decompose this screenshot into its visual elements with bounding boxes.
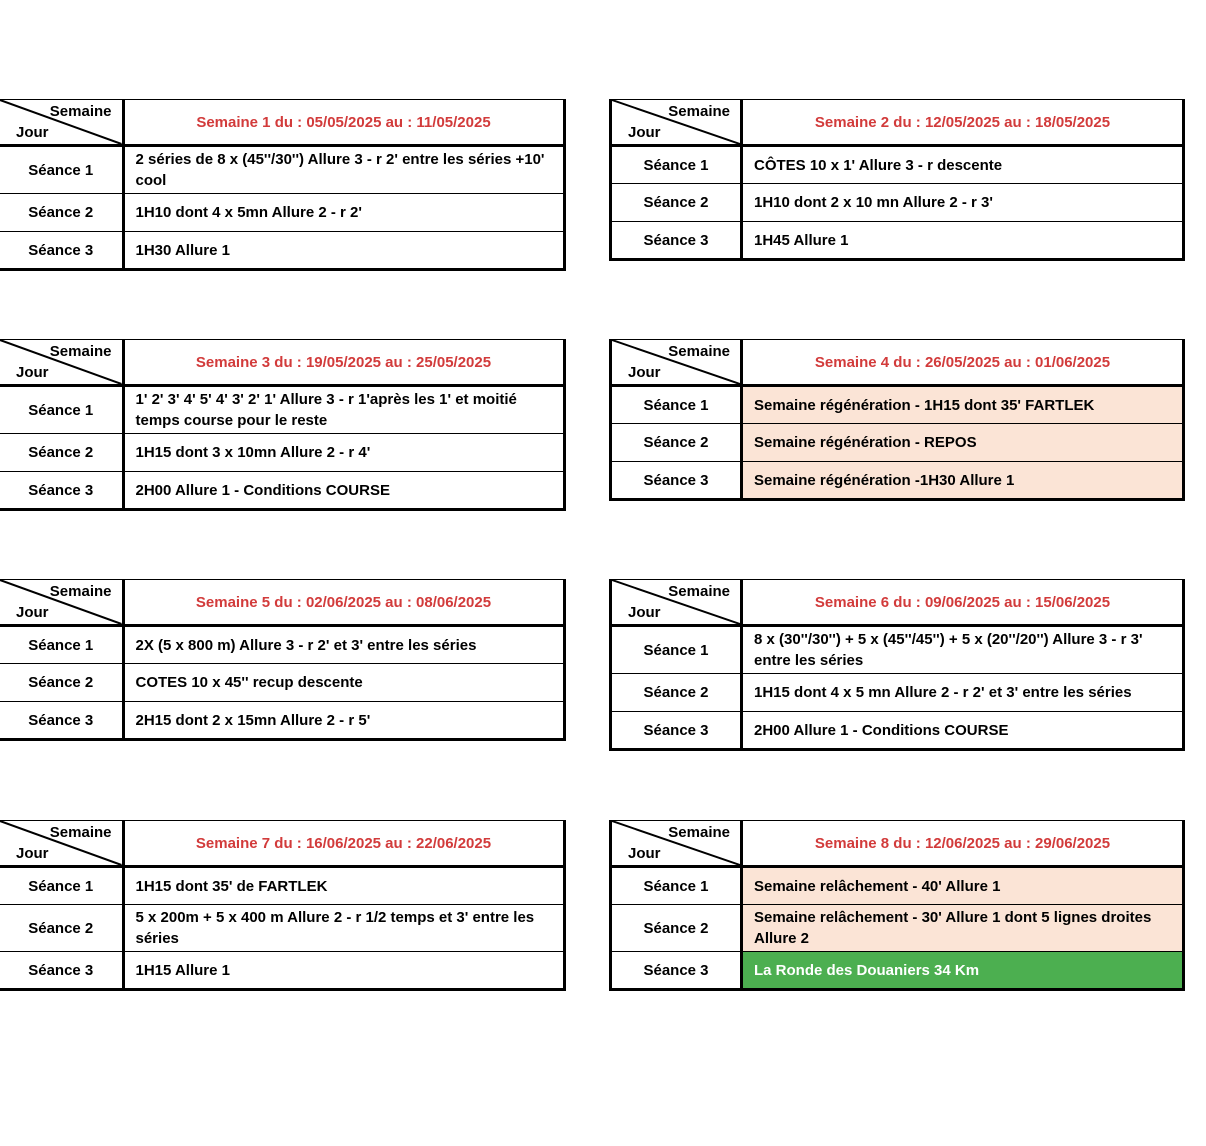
session-label: Séance 2	[611, 184, 742, 222]
session-label: Séance 1	[611, 146, 742, 184]
day-header-label: Jour	[16, 604, 49, 621]
session-label: Séance 3	[0, 472, 123, 510]
session-label: Séance 2	[0, 194, 123, 232]
session-row	[611, 424, 1184, 462]
week-table-5	[0, 579, 566, 741]
session-label: Séance 2	[611, 424, 742, 462]
session-label: Séance 2	[0, 664, 123, 702]
session-description: 2 séries de 8 x (45''/30'') Allure 3 - r 2' entre les séries +10' cool	[123, 146, 564, 194]
session-row	[611, 146, 1184, 184]
session-label: Séance 1	[0, 386, 123, 434]
week-title: Semaine 3 du : 19/05/2025 au : 25/05/2025	[123, 340, 564, 386]
week-table-2	[609, 99, 1185, 261]
session-row	[611, 462, 1184, 500]
day-header-label: Jour	[628, 604, 661, 621]
session-description: 1H15 dont 3 x 10mn Allure 2 - r 4'	[123, 434, 564, 472]
week-table-6	[609, 579, 1185, 751]
session-description: La Ronde des Douaniers 34 Km	[742, 952, 1184, 990]
corner-header-cell	[611, 821, 742, 867]
session-label: Séance 1	[0, 146, 123, 194]
session-description: Semaine relâchement - 40' Allure 1	[742, 867, 1184, 905]
session-label: Séance 3	[0, 232, 123, 270]
week-header-label: Semaine	[668, 103, 730, 120]
week-header-label: Semaine	[49, 343, 112, 360]
session-row	[611, 626, 1184, 674]
session-label: Séance 2	[0, 905, 123, 952]
session-description: 1H30 Allure 1	[123, 232, 564, 270]
session-description: 1' 2' 3' 4' 5' 4' 3' 2' 1' Allure 3 - r 1'après les 1' et moitié temps course pour le reste	[123, 386, 564, 434]
session-row	[0, 232, 564, 270]
week-table-8	[609, 820, 1185, 991]
session-row	[0, 194, 564, 232]
session-row	[611, 952, 1184, 990]
session-description: COTES 10 x 45'' recup descente	[123, 664, 564, 702]
session-row	[0, 905, 564, 952]
session-row	[0, 386, 564, 434]
session-description: 1H15 dont 35' de FARTLEK	[123, 867, 564, 905]
corner-header-cell	[0, 340, 123, 386]
week-table-1	[0, 99, 566, 271]
day-header-label: Jour	[16, 364, 49, 381]
session-description: Semaine relâchement - 30' Allure 1 dont 5 lignes droites Allure 2	[742, 905, 1184, 952]
session-label: Séance 2	[611, 674, 742, 712]
week-title: Semaine 2 du : 12/05/2025 au : 18/05/2025	[742, 100, 1184, 146]
day-header-label: Jour	[628, 845, 661, 862]
session-label: Séance 2	[0, 434, 123, 472]
week-table-7	[0, 820, 566, 991]
day-header-label: Jour	[628, 364, 661, 381]
session-description: 8 x (30''/30'') + 5 x (45''/45'') + 5 x (20''/20'') Allure 3 - r 3' entre les séries	[742, 626, 1184, 674]
session-row	[611, 184, 1184, 222]
session-row	[0, 702, 564, 740]
session-row	[0, 434, 564, 472]
session-label: Séance 1	[0, 867, 123, 905]
corner-header-cell	[0, 100, 123, 146]
session-label: Séance 1	[611, 386, 742, 424]
session-label: Séance 3	[611, 952, 742, 990]
week-title: Semaine 5 du : 02/06/2025 au : 08/06/2025	[123, 580, 564, 626]
session-label: Séance 3	[611, 222, 742, 260]
session-description: 1H15 Allure 1	[123, 952, 564, 990]
session-label: Séance 1	[0, 626, 123, 664]
week-header-label: Semaine	[49, 103, 112, 120]
session-row	[611, 386, 1184, 424]
session-row	[611, 222, 1184, 260]
corner-header-cell	[611, 340, 742, 386]
week-header-label: Semaine	[49, 583, 112, 600]
session-description: Semaine régénération -1H30 Allure 1	[742, 462, 1184, 500]
session-row	[0, 867, 564, 905]
session-description: 1H10 dont 4 x 5mn Allure 2 - r 2'	[123, 194, 564, 232]
session-row	[0, 472, 564, 510]
session-description: Semaine régénération - REPOS	[742, 424, 1184, 462]
session-description: Semaine régénération - 1H15 dont 35' FARTLEK	[742, 386, 1184, 424]
session-description: 2H15 dont 2 x 15mn Allure 2 - r 5'	[123, 702, 564, 740]
session-description: 2H00 Allure 1 - Conditions COURSE	[742, 712, 1184, 750]
corner-header-cell	[0, 821, 123, 867]
week-title: Semaine 8 du : 12/06/2025 au : 29/06/2025	[742, 821, 1184, 867]
day-header-label: Jour	[16, 845, 49, 862]
session-row	[0, 952, 564, 990]
session-label: Séance 1	[611, 626, 742, 674]
week-table-4	[609, 339, 1185, 501]
session-description: 5 x 200m + 5 x 400 m Allure 2 - r 1/2 temps et 3' entre les séries	[123, 905, 564, 952]
session-row	[0, 146, 564, 194]
session-label: Séance 3	[611, 712, 742, 750]
session-label: Séance 2	[611, 905, 742, 952]
session-description: 1H45 Allure 1	[742, 222, 1184, 260]
corner-header-cell	[0, 580, 123, 626]
session-row	[611, 712, 1184, 750]
day-header-label: Jour	[16, 124, 49, 141]
day-header-label: Jour	[628, 124, 661, 141]
session-description: CÔTES 10 x 1' Allure 3 - r descente	[742, 146, 1184, 184]
session-label: Séance 3	[0, 952, 123, 990]
session-description: 1H15 dont 4 x 5 mn Allure 2 - r 2' et 3' entre les séries	[742, 674, 1184, 712]
session-row	[611, 674, 1184, 712]
week-title: Semaine 4 du : 26/05/2025 au : 01/06/2025	[742, 340, 1184, 386]
session-row	[0, 664, 564, 702]
corner-header-cell	[611, 580, 742, 626]
week-title: Semaine 7 du : 16/06/2025 au : 22/06/2025	[123, 821, 564, 867]
week-title: Semaine 6 du : 09/06/2025 au : 15/06/2025	[742, 580, 1184, 626]
week-title: Semaine 1 du : 05/05/2025 au : 11/05/2025	[123, 100, 564, 146]
week-header-label: Semaine	[668, 343, 730, 360]
session-row	[0, 626, 564, 664]
corner-header-cell	[611, 100, 742, 146]
session-label: Séance 3	[0, 702, 123, 740]
week-header-label: Semaine	[668, 583, 730, 600]
week-header-label: Semaine	[668, 824, 730, 841]
week-table-3	[0, 339, 566, 511]
session-label: Séance 1	[611, 867, 742, 905]
session-description: 2X (5 x 800 m) Allure 3 - r 2' et 3' entre les séries	[123, 626, 564, 664]
session-description: 2H00 Allure 1 - Conditions COURSE	[123, 472, 564, 510]
week-header-label: Semaine	[49, 824, 112, 841]
session-row	[611, 867, 1184, 905]
session-row	[611, 905, 1184, 952]
session-description: 1H10 dont 2 x 10 mn Allure 2 - r 3'	[742, 184, 1184, 222]
session-label: Séance 3	[611, 462, 742, 500]
